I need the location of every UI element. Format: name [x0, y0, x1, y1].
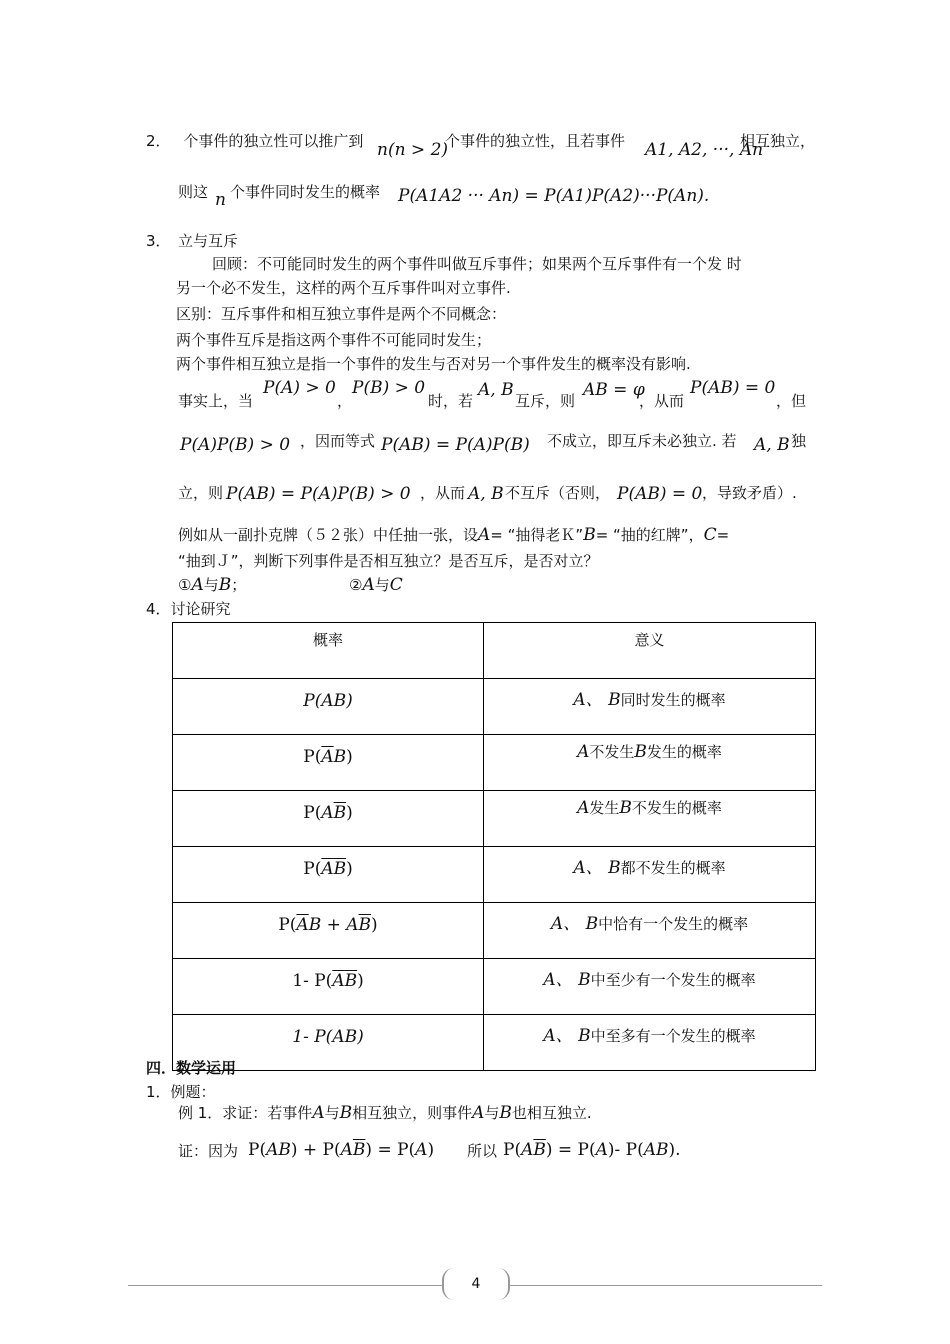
meaning-text: 同时发生的概率 — [620, 691, 726, 709]
s3-fact-t6: ，但 — [776, 392, 807, 410]
s2-formula-n: n(n > 2) — [377, 140, 449, 160]
footer-line-left — [128, 1285, 442, 1286]
example1-line — [178, 1102, 592, 1123]
prob-cell: 1- P(AB) — [292, 1027, 364, 1047]
s3-question-2 — [349, 574, 403, 595]
probability-table — [172, 622, 816, 1071]
proof-f2: $P(A\overline{B}) = P(A)-$ P(AB). — [503, 1140, 681, 1160]
s2-line1 — [146, 130, 363, 151]
s3-q1-var-b: B — [218, 575, 232, 595]
s3-example-var-a: A — [478, 525, 491, 545]
s3-fact-f1: P(A) > 0 — [263, 378, 336, 398]
s3-q2-var-c: C — [389, 575, 403, 595]
s3-row3-t3: 不互斥（否则， — [505, 484, 611, 502]
meaning-text: 不发生的概率 — [631, 799, 722, 817]
table-row — [173, 1015, 816, 1071]
s3-independent-def: 两个事件相互独立是指一个事件的发生与否对另一个事件发生的概率没有影响. — [176, 355, 691, 373]
table-row — [173, 903, 816, 959]
s3-example-text-b: = “抽得老Ｋ” — [490, 526, 584, 544]
s3-example-line2: “抽到Ｊ”，判断下列事件是否相互独立？是否互斥，是否对立？ — [178, 552, 599, 570]
meaning-var: A、 B — [550, 914, 599, 934]
meaning-text: 都不发生的概率 — [620, 859, 726, 877]
prob-cell: 1- $P(\overline{A}\overline{B})$ — [292, 971, 364, 991]
table-row — [173, 735, 816, 791]
example1-var-b: B — [339, 1103, 353, 1123]
table-header-prob: 概率 — [173, 623, 484, 679]
page-number: 4 — [442, 1268, 510, 1300]
s3-example-text-d: = — [716, 526, 730, 544]
s3-fact-t1: 事实上，当 — [178, 392, 254, 410]
s3-row2-f3: A, B — [754, 435, 790, 455]
s3-review-line2: 另一个必不发生，这样的两个互斥事件叫对立事件. — [176, 279, 511, 297]
meaning-var: A、 B — [573, 690, 621, 710]
s3-row2-f2: P(AB) = P(A)P(B) — [381, 435, 530, 455]
s3-fact-f5: P(AB) = 0 — [690, 378, 776, 398]
proof-t2: 所以 — [467, 1142, 498, 1160]
s2-formula-product: P(A1A2 ··· An) = P(A1)P(A2)···P(An). — [398, 186, 710, 206]
s3-q1-num: ① — [178, 576, 192, 594]
meaning-var2: B — [634, 742, 647, 762]
meaning-var2: B — [619, 798, 632, 818]
meaning-text: 中至少有一个发生的概率 — [590, 971, 756, 989]
s3-row3-f3: P(AB) = 0 — [617, 484, 703, 504]
s3-difference: 区别：互斥事件和相互独立事件是两个不同概念： — [176, 305, 507, 323]
example1-text-b: 与 — [324, 1104, 340, 1122]
prob-cell: $P(A\overline{B})$ — [303, 803, 353, 823]
s3-q2-num: ② — [349, 576, 363, 594]
s4-title: 4．讨论研究 — [146, 600, 231, 618]
s3-fact-f2: P(B) > 0 — [352, 378, 426, 398]
s2-text-e: 个事件同时发生的概率 — [230, 183, 381, 201]
s3-q1-var-a: A — [191, 575, 204, 595]
s3-q1-sep: ； — [231, 576, 247, 594]
prob-cell: $P(\overline{A}B)$ — [303, 747, 353, 767]
table-row — [173, 847, 816, 903]
s3-row2-f1: P(A)P(B) > 0 — [180, 435, 291, 455]
s3-row2-t1: ，因而等式 — [300, 432, 376, 450]
meaning-text: 中至多有一个发生的概率 — [590, 1027, 756, 1045]
part4-sub: 1．例题： — [146, 1083, 216, 1101]
meaning-var: A、 B — [543, 970, 591, 990]
s3-example-text-c: = “抽的红牌”， — [595, 526, 704, 544]
s3-example-line1 — [178, 524, 729, 545]
s3-q1-text: 与 — [203, 576, 219, 594]
meaning-var: A — [577, 742, 590, 762]
s3-example-text-a: 例如从一副扑克牌（５２张）中任抽一张，设 — [178, 526, 479, 544]
table-header-meaning: 意义 — [484, 623, 816, 679]
s3-example-var-c: C — [703, 525, 717, 545]
meaning-text: 中恰有一个发生的概率 — [598, 915, 749, 933]
prob-cell: P(AB) — [303, 691, 353, 711]
s2-text-b: 个事件的独立性，且若事件 — [445, 132, 626, 150]
s3-fact-f4: AB = φ — [583, 380, 645, 400]
s3-fact-t4: 互斥，则 — [515, 392, 576, 410]
s3-q2-text: 与 — [374, 576, 390, 594]
s3-row3-t2: ，从而 — [420, 484, 466, 502]
table-row — [173, 679, 816, 735]
meaning-mid: 不发生 — [589, 743, 635, 761]
s3-row3-t1: 立，则 — [178, 484, 224, 502]
s2-number: 2． — [146, 132, 171, 150]
part4-title: 四．数学运用 — [146, 1059, 237, 1077]
prob-cell: $P(\overline{A}\overline{B})$ — [303, 859, 353, 879]
s3-example-var-b: B — [583, 525, 596, 545]
example1-text-e: 也相互独立. — [511, 1104, 592, 1122]
meaning-text: 发生的概率 — [646, 743, 722, 761]
s3-q2-var-a: A — [362, 575, 375, 595]
footer-line-right — [508, 1285, 822, 1286]
example1-text-d: 与 — [484, 1104, 500, 1122]
s3-fact-t5: ，从而 — [639, 392, 685, 410]
s3-fact-f3: A, B — [478, 380, 514, 400]
table-header-row — [173, 623, 816, 679]
s3-mutual-exclusive-def: 两个事件互斥是指这两个事件不可能同时发生； — [176, 331, 492, 349]
s3-fact-t2: ， — [337, 392, 353, 410]
s3-title: 3． 立与互斥 — [146, 232, 239, 250]
table-row — [173, 791, 816, 847]
s3-row3-f2: A, B — [468, 484, 504, 504]
s2-text-d: 则这 — [178, 183, 209, 201]
meaning-var: A、 B — [573, 858, 621, 878]
example1-text-c: 相互独立，则事件 — [352, 1104, 473, 1122]
s2-formula-events: A1, A2, ···, An — [645, 140, 764, 160]
example1-var-a: A — [312, 1103, 325, 1123]
meaning-var: A — [577, 798, 590, 818]
s2-text-a: 个事件的独立性可以推广到 — [183, 132, 364, 150]
s3-review-line1: 回顾：不可能同时发生的两个事件叫做互斥事件；如果两个互斥事件有一个发 时 — [212, 255, 742, 273]
meaning-var: A、 B — [543, 1026, 591, 1046]
proof-f1: $P(AB) + P(A\overline{B}) = P(A)$ — [248, 1140, 435, 1160]
prob-cell: $P(\overline{A}B + A\overline{B})$ — [278, 915, 378, 935]
example1-var-a2: A — [472, 1103, 485, 1123]
s3-row2-t2: 不成立，即互斥未必独立. 若 — [547, 432, 737, 450]
s2-text-c: 相互独立， — [740, 132, 816, 150]
s3-question-1 — [178, 574, 246, 595]
example1-var-b2: B — [499, 1103, 512, 1123]
s3-row3-t4: ，导致矛盾）. — [702, 484, 797, 502]
s2-formula-n2: n — [215, 190, 226, 210]
proof-t1: 证：因为 — [178, 1142, 239, 1160]
s3-row2-t3: 独 — [791, 432, 807, 450]
example1-text-a: 例 1．求证：若事件 — [178, 1104, 313, 1122]
meaning-mid: 发生 — [589, 799, 620, 817]
s3-fact-t3: 时，若 — [428, 392, 474, 410]
table-row — [173, 959, 816, 1015]
s3-row3-f1: P(AB) = P(A)P(B) > 0 — [226, 484, 411, 504]
